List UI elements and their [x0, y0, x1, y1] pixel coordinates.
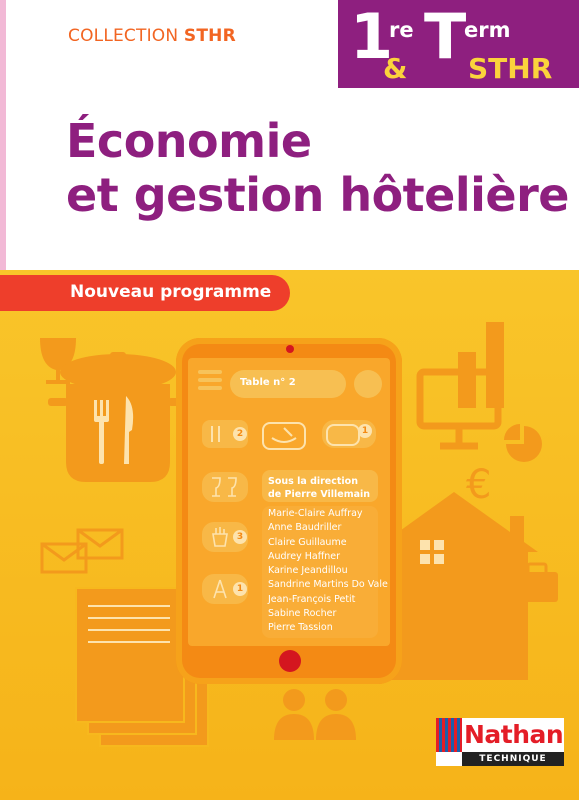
authors-list — [268, 507, 388, 636]
table-label: Table n° 2 — [240, 377, 296, 388]
badge-count: 1 — [358, 424, 372, 438]
author-name: Anne Baudriller — [268, 522, 342, 534]
author-name: Jean-François Petit — [268, 593, 356, 605]
level-track: STHR — [468, 52, 553, 85]
tablet-home-button — [279, 650, 301, 672]
badge-count: 3 — [233, 530, 247, 544]
publisher-subtitle: TECHNIQUE — [462, 752, 564, 766]
editor-credit — [268, 475, 370, 501]
new-program-label: Nouveau programme — [70, 282, 272, 302]
left-decor-strip — [0, 0, 6, 270]
menu-icon — [198, 370, 222, 394]
editor-credit-line-1: Sous la direction — [268, 476, 358, 487]
badge-count: 1 — [233, 582, 247, 596]
fries-icon — [210, 526, 230, 548]
editor-credit-line-2: de Pierre Villemain — [268, 489, 371, 500]
euro-icon: € — [466, 462, 492, 508]
level-first-suffix: re — [389, 18, 414, 42]
author-name: Audrey Haffner — [268, 550, 341, 562]
author-name: Sabine Rocher — [268, 608, 337, 620]
cheese-icon — [326, 424, 360, 446]
author-name: Sandrine Martins Do Vale — [268, 579, 388, 591]
round-button-icon — [354, 370, 382, 398]
people-icon — [274, 689, 356, 740]
collection-label: COLLECTION STHR — [68, 26, 236, 46]
level-terminal: T — [424, 0, 467, 73]
publisher-name: Nathan — [464, 720, 564, 749]
author-name: Claire Guillaume — [268, 536, 347, 548]
level-badge — [338, 0, 579, 88]
publisher-logo — [436, 718, 564, 766]
compass-icon — [210, 578, 230, 600]
book-title-line-2: et gestion hôtelière — [66, 168, 569, 222]
tablet-camera — [286, 345, 294, 353]
house-icon — [390, 492, 538, 680]
book-title-line-1: Économie — [66, 114, 312, 168]
author-name: Karine Jeandillou — [268, 565, 348, 577]
publisher-logo-stripes — [436, 718, 462, 752]
new-program-banner — [0, 275, 290, 311]
author-name: Pierre Tassion — [268, 622, 333, 634]
badge-count: 2 — [233, 427, 247, 441]
level-first-year: 1 — [350, 0, 394, 73]
glasses-icon — [208, 476, 242, 500]
pie-chart-icon — [504, 424, 542, 462]
dish-icon — [262, 422, 306, 450]
author-name: Marie-Claire Auffray — [268, 508, 363, 519]
level-terminal-suffix: erm — [464, 18, 511, 42]
cooking-pot-icon — [48, 352, 188, 482]
book-title — [66, 114, 569, 222]
level-ampersand: & — [383, 52, 408, 85]
envelope-icon — [42, 530, 122, 572]
